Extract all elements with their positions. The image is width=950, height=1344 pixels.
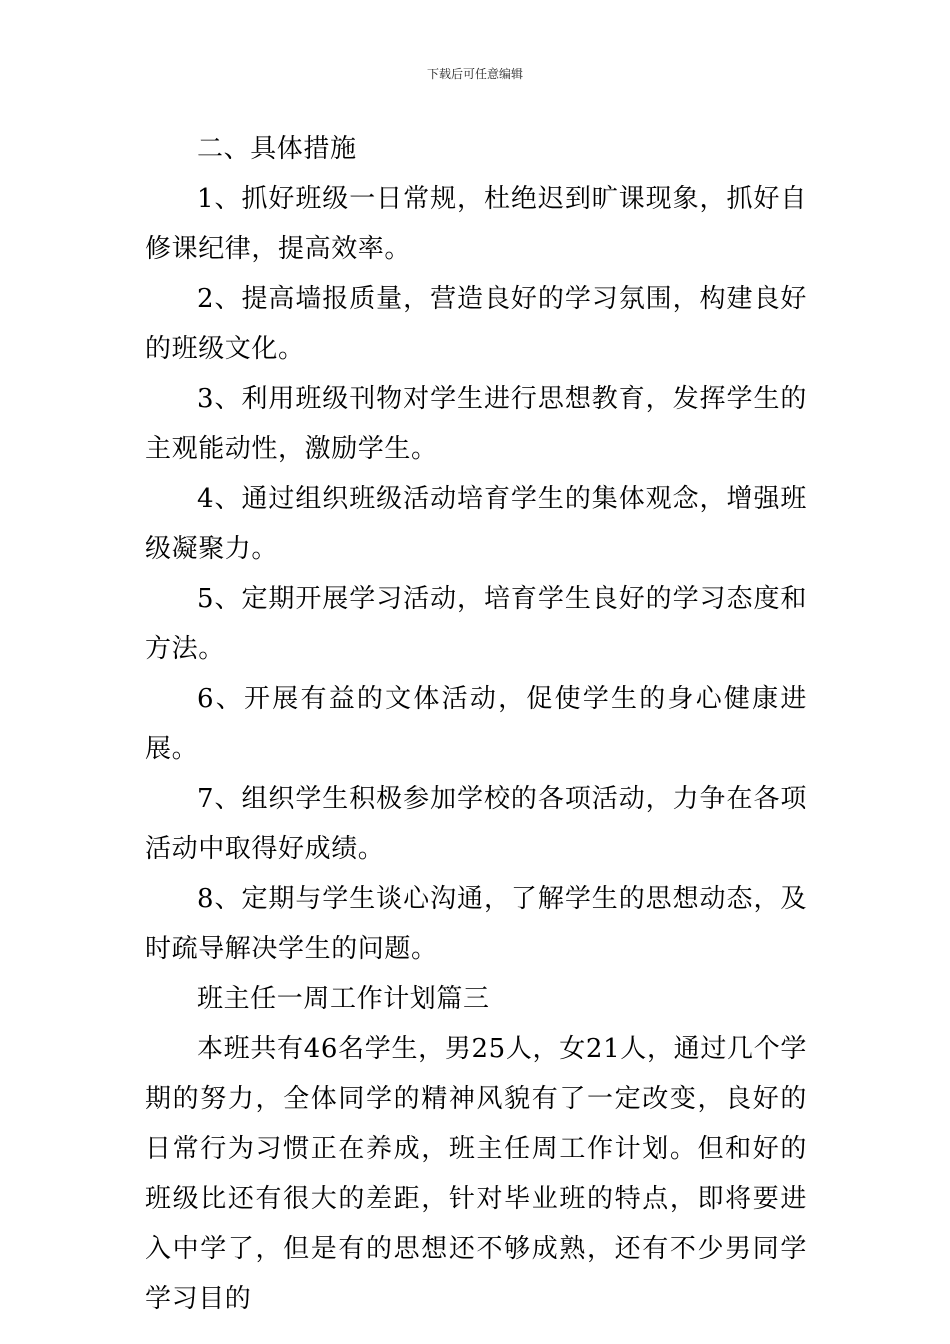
measure-item-2: 2、提高墙报质量，营造良好的学习氛围，构建良好的班级文化。 <box>145 284 807 364</box>
measure-item-5: 5、定期开展学习活动，培育学生良好的学习态度和方法。 <box>145 584 807 664</box>
measure-item-7: 7、组织学生积极参加学校的各项活动，力争在各项活动中取得好成绩。 <box>145 784 807 864</box>
article-title: 班主任一周工作计划篇三 <box>197 984 490 1014</box>
measure-item-1: 1、抓好班级一日常规，杜绝迟到旷课现象，抓好自修课纪律，提高效率。 <box>145 184 807 264</box>
measure-item-8: 8、定期与学生谈心沟通，了解学生的思想动态，及时疏导解决学生的问题。 <box>145 884 807 964</box>
document-body <box>145 124 807 1324</box>
body-paragraph: 本班共有46名学生，男25人，女21人，通过几个学期的努力，全体同学的精神风貌有了一定改变，良好的日常行为习惯正在养成，班主任周工作计划。但和好的班级比还有很大的差距，针对毕业班的特点，即将要进入中学了，但是有的思想还不够成熟，还有不少男同学学习目的 <box>145 1034 807 1314</box>
measure-item-4: 4、通过组织班级活动培育学生的集体观念，增强班级凝聚力。 <box>145 484 807 564</box>
measure-item-3: 3、利用班级刊物对学生进行思想教育，发挥学生的主观能动性，激励学生。 <box>145 384 807 464</box>
section-heading: 二、具体措施 <box>197 134 357 164</box>
page-header-note: 下载后可任意编辑 <box>426 67 523 81</box>
measure-item-6: 6、开展有益的文体活动，促使学生的身心健康进展。 <box>145 684 807 764</box>
